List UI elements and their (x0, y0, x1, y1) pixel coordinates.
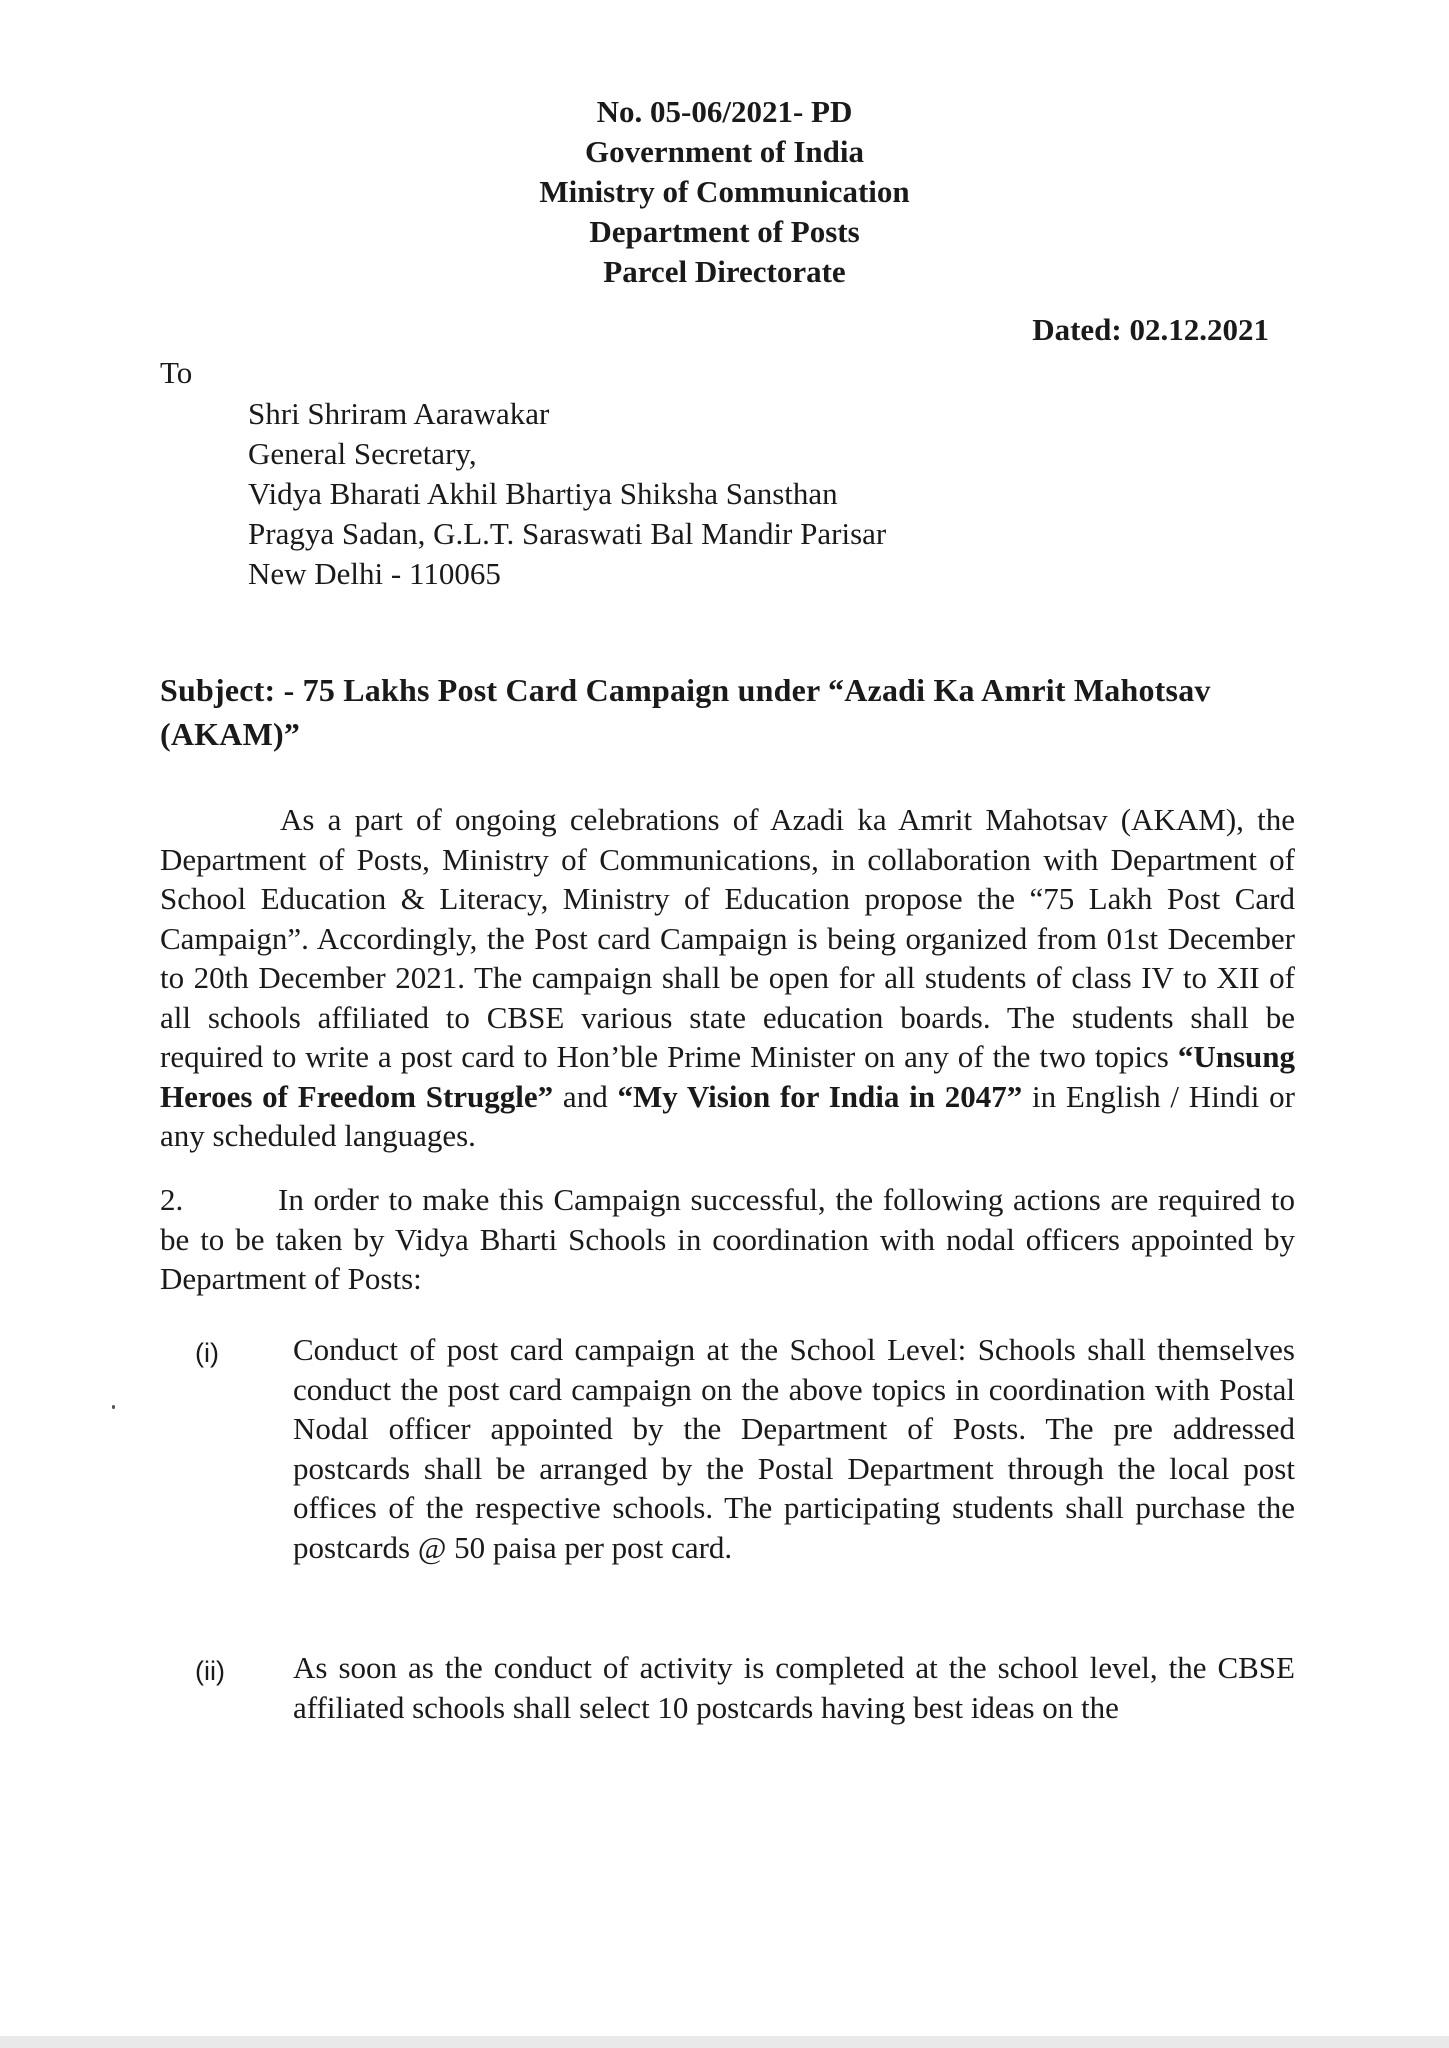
list-item-text: Conduct of post card campaign at the School Level: Schools shall themselves conduct the post card campaign on the above topics in coordination with Postal Nodal officer appointed by the Department of Posts. The pre addressed postcards shall be arranged by the Postal Department through the local post offices of the respective schools. The participating students shall purchase the postcards @ 50 paisa per post card. (293, 1332, 1295, 1565)
government-title: Government of India (585, 134, 864, 169)
recipient-designation: General Secretary, (248, 436, 477, 471)
paragraph-2-text: In order to make this Campaign successful, the following actions are required to be to be taken by Vidya Bharti Schools in coordination with nodal officers appointed by Department of Posts: (160, 1182, 1295, 1296)
letter-date: Dated: 02.12.2021 (1032, 312, 1269, 347)
subject-line (160, 668, 1295, 756)
scan-bottom-edge (0, 2036, 1449, 2048)
subject-line-2: (AKAM)” (160, 716, 301, 752)
directorate-title: Parcel Directorate (603, 254, 846, 289)
paragraph-2-number: 2. (160, 1182, 184, 1217)
recipient-organisation: Vidya Bharati Akhil Bhartiya Shiksha Sansthan (248, 476, 838, 511)
letter-header (0, 92, 1449, 292)
subject-line-1: Subject: - 75 Lakhs Post Card Campaign under “Azadi Ka Amrit Mahotsav (160, 672, 1211, 708)
list-item-marker: (ii) (195, 1656, 225, 1686)
recipient-name: Shri Shriram Aarawakar (248, 396, 550, 431)
paragraph-1-text-c: in English / Hindi or any scheduled languages. (160, 1078, 1296, 1153)
paragraph-1 (160, 800, 1295, 1156)
reference-number: No. 05-06/2021- PD (596, 94, 853, 129)
paragraph-1-text-b: and (553, 1078, 618, 1114)
list-item (195, 1648, 1295, 1727)
list-item-text: As soon as the conduct of activity is completed at the school level, the CBSE affiliated schools shall select 10 postcards having best ideas on the (293, 1650, 1295, 1725)
list-item (195, 1330, 1295, 1567)
list-item-marker: (i) (195, 1338, 219, 1368)
recipient-city: New Delhi - 110065 (248, 556, 501, 591)
department-title: Department of Posts (589, 214, 860, 249)
recipient-street: Pragya Sadan, G.L.T. Saraswati Bal Mandir Parisar (248, 516, 887, 551)
topic-vision-2047: “My Vision for India in 2047” (617, 1078, 1023, 1114)
to-label: To (160, 355, 193, 390)
paragraph-1-text-a: As a part of ongoing celebrations of Azadi ka Amrit Mahotsav (AKAM), the Department of Posts, Ministry of Communications, in collaboration with Department of School Education & Literacy, Ministry of Education propose the “75 Lakh Post Card Campaign”. Accordingly, the Post card Campaign is being organized from 01st December to 20th December 2021. The campaign shall be open for all students of class IV to XII of all schools affiliated to CBSE various state education boards. The students shall be required to write a post card to Hon’ble Prime Minister on any of the two topics (160, 802, 1295, 1074)
scan-speck (112, 1405, 115, 1409)
ministry-title: Ministry of Communication (539, 174, 910, 209)
paragraph-2 (160, 1180, 1295, 1299)
topic-unsung-heroes: “Unsung Heroes of Freedom Struggle” (160, 1039, 1295, 1114)
recipient-address (248, 394, 886, 594)
